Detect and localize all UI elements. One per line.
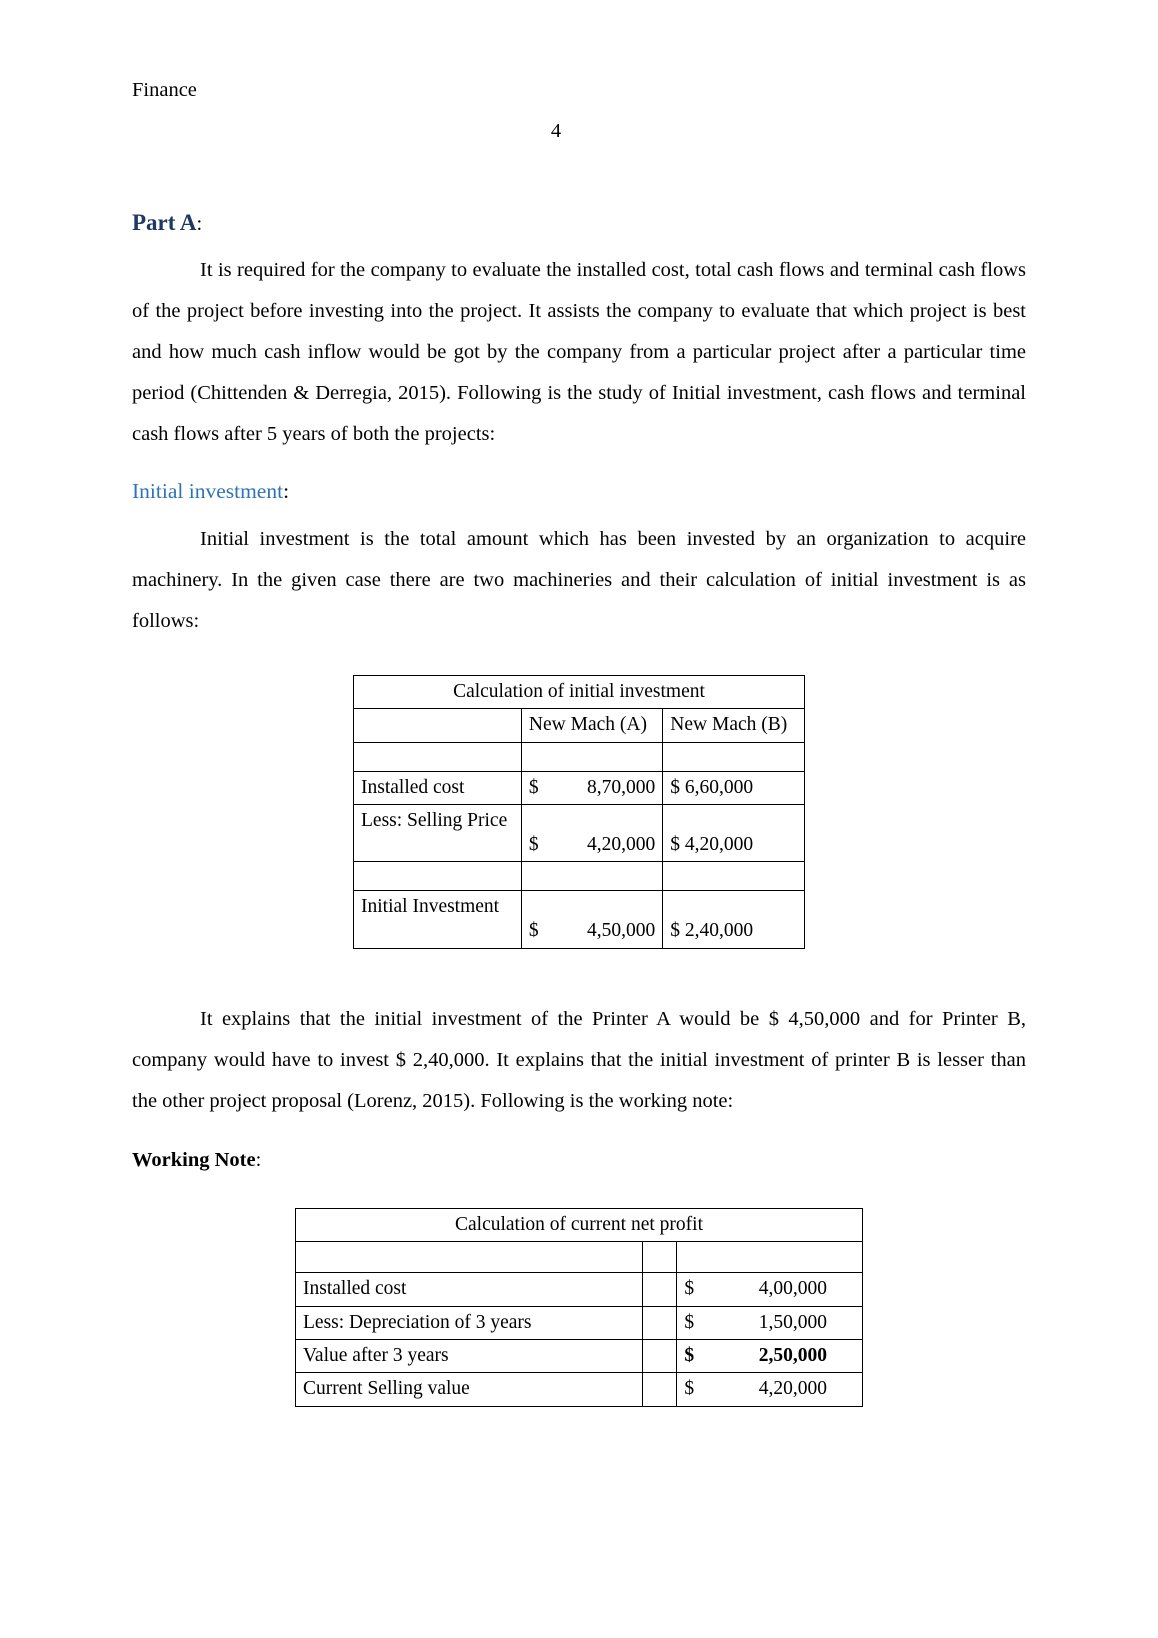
amount: 4,20,000: [587, 833, 656, 855]
spacer-cell: [521, 862, 662, 891]
initial-investment-paragraph: Initial investment is the total amount which has been invested by an organization to acquire machinery. In the given case there are two machineries and their calculation of initial investment is as follows:: [132, 527, 1026, 632]
current-net-profit-table: [295, 1208, 863, 1407]
page-number: 4: [550, 119, 562, 142]
row-gap-cell: [643, 1373, 677, 1406]
table-row: [296, 1340, 863, 1373]
spacer-cell: [663, 742, 805, 771]
spacer-cell: [296, 1242, 643, 1273]
row-label-less-selling-price: Less: Selling Price: [354, 804, 522, 861]
row-label-less-depreciation: Less: Depreciation of 3 years: [296, 1306, 643, 1339]
row-label-installed-cost: Installed cost: [296, 1273, 643, 1306]
currency-symbol: $: [684, 1378, 695, 1400]
column-header-machine-a: New Mach (A): [521, 709, 662, 742]
amount: 2,50,000: [758, 1345, 827, 1367]
spacer-cell: [677, 1242, 863, 1273]
row-value: [677, 1340, 863, 1373]
table-spacer-row: [354, 742, 805, 771]
amount-b: $ 4,20,000: [670, 833, 754, 855]
spacer-cell: [354, 862, 522, 891]
table-row: [296, 1373, 863, 1406]
column-header-blank: [354, 709, 522, 742]
initial-investment-label: Initial investment: [132, 479, 284, 504]
amount: 4,50,000: [587, 920, 656, 942]
currency-symbol: $: [528, 833, 539, 855]
currency-symbol: $: [684, 1278, 695, 1300]
running-header: Finance: [132, 79, 197, 101]
table-row: [354, 891, 805, 948]
part-a-colon: :: [196, 212, 203, 235]
initial-investment-table: [353, 675, 805, 949]
row-value: [677, 1306, 863, 1339]
explanation-paragraph: It explains that the initial investment of the Printer A would be $ 4,50,000 and for Printer B, company would have to invest $ 2,40,000. It explains that the initial investment of printer B is lesser than the other project proposal (Lorenz, 2015). Following is the working note:: [132, 1007, 1026, 1112]
spacer-cell: [354, 742, 522, 771]
amount-b: $ 2,40,000: [670, 920, 754, 942]
working-note-label: Working Note: [132, 1148, 256, 1171]
table-caption-row: [354, 675, 805, 708]
amount: 4,20,000: [758, 1378, 827, 1400]
currency-symbol: $: [528, 776, 539, 798]
row-gap-cell: [643, 1306, 677, 1339]
amount: 1,50,000: [758, 1311, 827, 1333]
spacer-cell: [643, 1242, 677, 1273]
working-note-colon: :: [255, 1148, 262, 1171]
amount: 8,70,000: [587, 776, 656, 798]
table-row: [354, 771, 805, 804]
page-title: [132, 209, 1026, 237]
initial-investment-colon: :: [283, 479, 290, 504]
column-header-machine-b: New Mach (B): [663, 709, 805, 742]
spacer-cell: [521, 742, 662, 771]
table-row: [354, 804, 805, 861]
row-value-machine-a: [521, 804, 662, 861]
part-a-label: Part A: [132, 209, 197, 235]
table-caption: Calculation of current net profit: [296, 1209, 863, 1242]
table-row: [296, 1273, 863, 1306]
row-label-value-after-3-years: Value after 3 years: [296, 1340, 643, 1373]
table-caption-row: [296, 1209, 863, 1242]
amount: 4,00,000: [758, 1278, 827, 1300]
table-spacer-row: [354, 862, 805, 891]
table-row: [296, 1306, 863, 1339]
row-value-machine-b: $ 6,60,000: [663, 771, 805, 804]
row-value-machine-a: [521, 771, 662, 804]
section-heading-initial-investment: [132, 479, 1026, 505]
row-value: [677, 1373, 863, 1406]
row-value: [677, 1273, 863, 1306]
part-a-paragraph: It is required for the company to evaluate the installed cost, total cash flows and terminal cash flows of the project before investing into the project. It assists the company to evaluate that which project is best and how much cash inflow would be got by the company from a particular project after a particular time period (Chittenden & Derregia, 2015). Following is the study of Initial investment, cash flows and terminal cash flows after 5 years of both the projects:: [132, 259, 1026, 446]
row-label-current-selling-value: Current Selling value: [296, 1373, 643, 1406]
spacer-cell: [663, 862, 805, 891]
table-header-row: [354, 709, 805, 742]
currency-symbol: $: [684, 1311, 695, 1333]
row-gap-cell: [643, 1273, 677, 1306]
row-value-machine-a: [521, 891, 662, 948]
row-label-installed-cost: Installed cost: [354, 771, 522, 804]
table-spacer-row: [296, 1242, 863, 1273]
initial-investment-table-wrapper: [132, 675, 1026, 949]
row-label-initial-investment: Initial Investment: [354, 891, 522, 948]
current-net-profit-table-wrapper: [132, 1208, 1026, 1407]
table-caption: Calculation of initial investment: [354, 675, 805, 708]
working-note-heading: [132, 1148, 1026, 1173]
row-value-machine-b: [663, 891, 805, 948]
row-value-machine-b: [663, 804, 805, 861]
currency-symbol: $: [684, 1345, 695, 1367]
row-gap-cell: [643, 1340, 677, 1373]
currency-symbol: $: [528, 920, 539, 942]
